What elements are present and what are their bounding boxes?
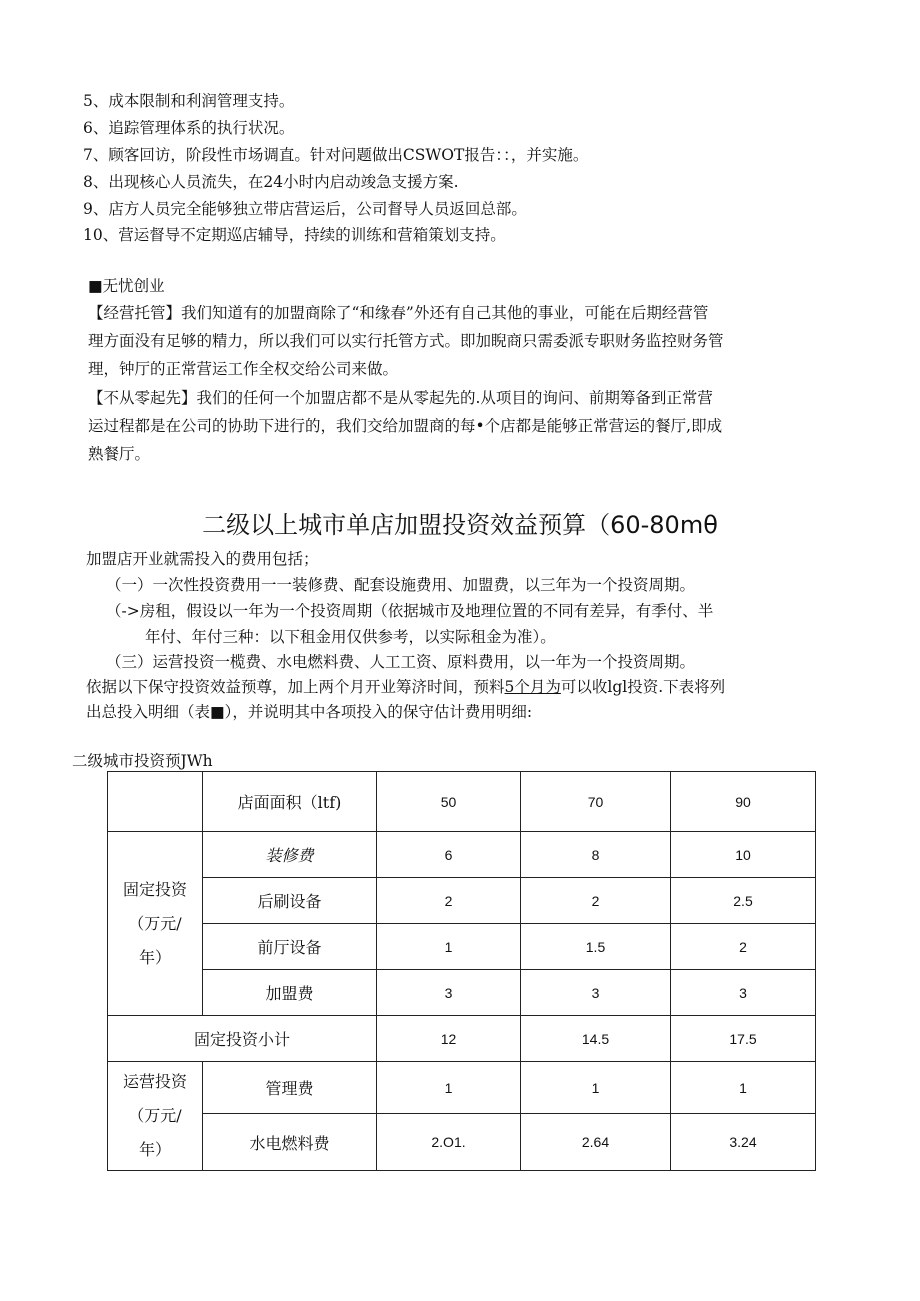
paragraph-line: 【经营托管】我们知道有的加盟商除了“和缘春”外还有自己其他的事业，可能在后期经营管 [88, 304, 709, 322]
cell-value: 1 [671, 1062, 816, 1114]
row-label: 装修费 [203, 832, 377, 878]
cost-item: （->房租，假设以一年为一个投资周期（依据城市及地理位置的不同有差异，有季付、半 [106, 602, 714, 620]
intro-text: 加盟店开业就需投入的费用包括； [86, 550, 319, 568]
table-row [108, 1062, 816, 1114]
fixed-investment-group: 固定投资 （万元/ 年） [108, 832, 203, 1016]
list-item: 6、追踪管理体系的执行状况。 [83, 119, 295, 137]
cost-item: （一）一次性投资费用一一装修费、配套设施费用、加盟费，以三年为一个投资周期。 [106, 576, 696, 594]
cell-value: 3.24 [671, 1114, 816, 1171]
table-header-value: 70 [521, 772, 671, 832]
list-item: 10、营运督导不定期巡店辅导，持续的训练和营箱策划支持。 [83, 226, 506, 244]
paragraph-line: 【不从零起先】我们的任何一个加盟店都不是从零起先的.从项目的询问、前期筹备到正常营 [88, 389, 713, 407]
summary-line: 依据以下保守投资效益预尊，加上两个月开业筹济时间，预料5个月为可以收lgl投资.下表将列 [86, 678, 726, 696]
table-header-value: 90 [671, 772, 816, 832]
subtotal-value: 12 [377, 1016, 521, 1062]
table-header-label: 店面面积（ltf) [203, 772, 377, 832]
table-row [108, 1114, 816, 1171]
cell-value: 2 [377, 878, 521, 924]
list-item: 5、成本限制和利润管理支持。 [83, 92, 295, 110]
cell-value: 3 [377, 970, 521, 1016]
cell-value: 2.5 [671, 878, 816, 924]
cell-value: 1 [377, 924, 521, 970]
row-label: 水电燃料费 [203, 1114, 377, 1171]
table-row [108, 970, 816, 1016]
cost-item: 年付、年付三种：以下租金用仅供参考，以实际租金为准）。 [145, 628, 556, 646]
paragraph-line: 熟餐厅。 [88, 445, 151, 463]
list-item: 9、店方人员完全能够独立带店营运后，公司督导人员返回总部。 [83, 200, 527, 218]
subtotal-label: 固定投资小计 [108, 1016, 377, 1062]
table-row [108, 1016, 816, 1062]
table-caption: 二级城市投资预JWh [72, 752, 213, 770]
row-label: 前厅设备 [203, 924, 377, 970]
page-title: 二级以上城市单店加盟投资效益预算（60-80mθ [202, 511, 718, 539]
row-label: 后刷设备 [203, 878, 377, 924]
row-label: 加盟费 [203, 970, 377, 1016]
subtotal-value: 17.5 [671, 1016, 816, 1062]
paragraph-line: 运过程都是在公司的协助下进行的，我们交给加盟商的每•个店都是能够正常营运的餐厅,即成 [88, 417, 723, 435]
paragraph-line: 理方面没有足够的精力，所以我们可以实行托管方式。即加睨商只需委派专职财务监控财务管 [88, 332, 724, 350]
cell-value: 2.64 [521, 1114, 671, 1171]
cell-value: 6 [377, 832, 521, 878]
row-label: 管理费 [203, 1062, 377, 1114]
list-item: 8、出现核心人员流失，在24小时内启动竣急支援方案. [83, 173, 459, 191]
list-item: 7、顾客回访，阶段性市场调直。针对问题做出CSWOT报告：：，并实施。 [83, 146, 589, 164]
cell-value: 8 [521, 832, 671, 878]
cell-value: 1 [377, 1062, 521, 1114]
cost-item: （三）运营投资一榄费、水电燃料费、人工工资、原料费用，以一年为一个投资周期。 [106, 653, 696, 671]
table-row [108, 924, 816, 970]
cell-value: 1.5 [521, 924, 671, 970]
cell-value: 3 [671, 970, 816, 1016]
table-row [108, 832, 816, 878]
cell-value: 2 [521, 878, 671, 924]
operating-investment-group: 运营投资 （万元/ 年） [108, 1062, 203, 1171]
cell-value: 10 [671, 832, 816, 878]
cell-value: 3 [521, 970, 671, 1016]
summary-line: 出总投入明细（表■），并说明其中各项投入的保守估计费用明细: [86, 703, 533, 721]
investment-table [107, 771, 816, 1171]
subtotal-value: 14.5 [521, 1016, 671, 1062]
table-corner-cell [108, 772, 203, 832]
section-heading: ■无忧创业 [88, 277, 165, 295]
table-header-value: 50 [377, 772, 521, 832]
paragraph-line: 理，钟厅的正常营运工作全权交给公司来做。 [88, 360, 399, 378]
cell-value: 2.O1. [377, 1114, 521, 1171]
cell-value: 2 [671, 924, 816, 970]
cell-value: 1 [521, 1062, 671, 1114]
table-row [108, 878, 816, 924]
table-row [108, 772, 816, 832]
